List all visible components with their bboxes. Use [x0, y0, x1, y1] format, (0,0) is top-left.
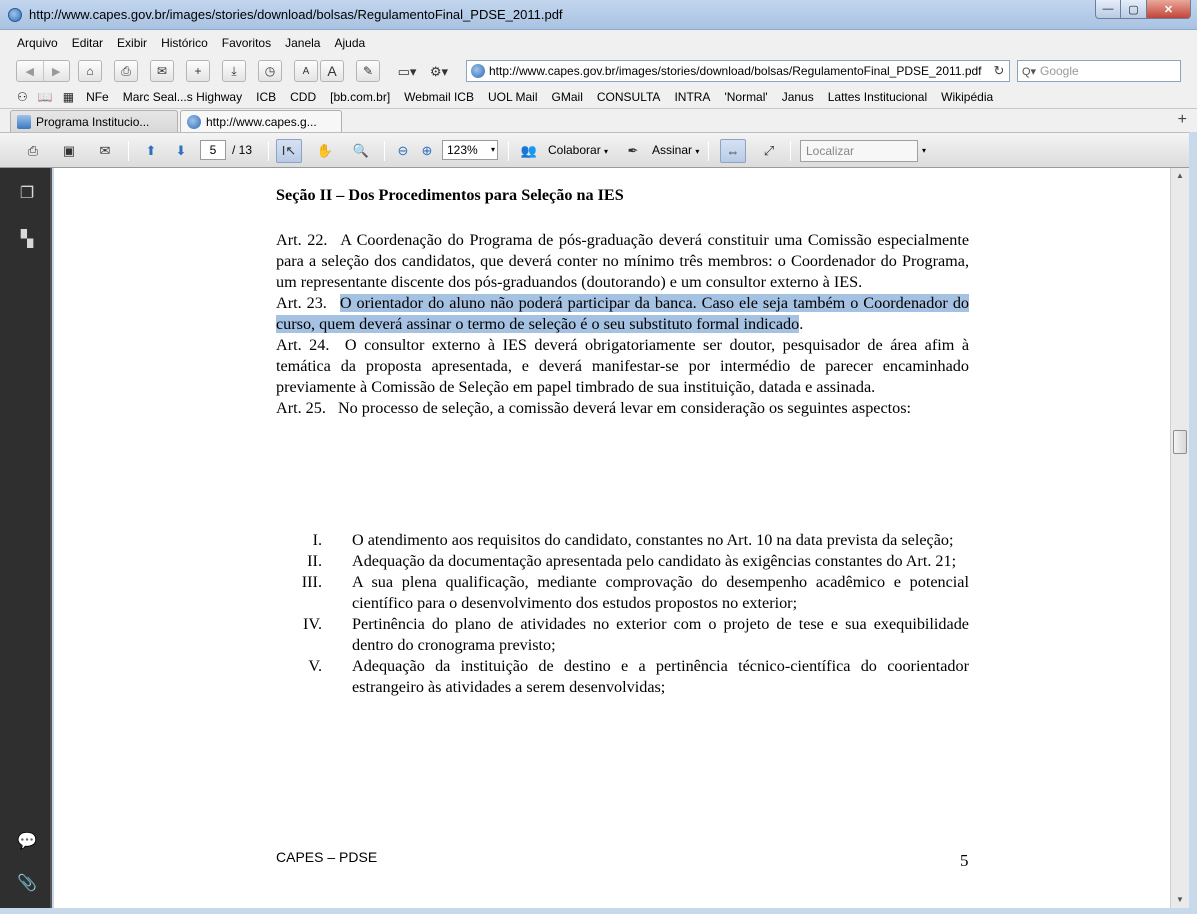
roman-numeral: IV. — [302, 615, 322, 633]
signatures-panel-button[interactable] — [16, 228, 38, 250]
select-tool-button[interactable] — [276, 139, 302, 163]
envelope-icon: ✉ — [156, 64, 168, 78]
window-frame-right — [1189, 132, 1197, 914]
globe-icon — [471, 64, 485, 78]
menu-item-arquivo[interactable]: Arquivo — [17, 36, 58, 50]
bookmark-item[interactable]: 'Normal' — [724, 90, 768, 104]
gear-icon: ⚙▾ — [429, 64, 449, 79]
expand-icon: ⤢ — [763, 143, 775, 158]
tab-programa-institucional[interactable] — [10, 110, 178, 132]
pdf-save-button[interactable] — [56, 139, 82, 163]
article-23 — [276, 293, 969, 335]
tab-label: http://www.capes.g... — [206, 114, 317, 129]
printer-icon: ⎙ — [121, 63, 131, 78]
back-button[interactable]: ◀ — [17, 61, 44, 81]
folder-icon — [17, 115, 31, 129]
magnifier-icon: 🔍 — [352, 143, 370, 158]
chevron-down-icon: ▾ — [695, 147, 700, 156]
letter-a-large-icon: A — [327, 63, 337, 79]
history-button[interactable] — [258, 60, 282, 82]
find-input[interactable]: Localizar — [800, 140, 918, 162]
browser-chrome — [0, 30, 1197, 135]
bookmark-item[interactable]: CDD — [290, 90, 317, 104]
pages-panel-button[interactable] — [16, 182, 38, 204]
minimize-button[interactable]: — — [1095, 0, 1121, 19]
plus-circle-icon: ⊕ — [421, 143, 433, 158]
page-total: / 13 — [232, 143, 253, 157]
text-cursor-icon: I↖ — [281, 143, 297, 158]
paperclip-icon: 📎 — [17, 875, 37, 892]
article-text-end: . — [799, 315, 804, 333]
menu-item-ajuda[interactable]: Ajuda — [334, 36, 366, 50]
zoom-in-button[interactable] — [414, 139, 440, 163]
glasses-icon[interactable]: ⚇ — [17, 90, 28, 104]
page-menu-button[interactable] — [394, 60, 420, 84]
window-frame-bottom — [0, 908, 1197, 914]
settings-menu-button[interactable] — [426, 60, 452, 84]
sign-button[interactable] — [652, 143, 699, 157]
home-button[interactable] — [78, 60, 102, 82]
globe-icon — [187, 115, 201, 129]
attachments-panel-button[interactable] — [16, 872, 38, 894]
speech-bubble-icon: 💬 — [17, 833, 37, 850]
toolbar-separator — [790, 141, 791, 161]
pdf-toolbar — [0, 132, 1197, 168]
close-button[interactable]: ✕ — [1147, 0, 1191, 19]
bookmark-item[interactable]: Janus — [781, 90, 814, 104]
toolbar-separator — [508, 141, 509, 161]
roman-numeral: V. — [308, 657, 322, 675]
page-number-input[interactable]: 5 — [200, 140, 226, 160]
arrow-down-icon: ⬇ — [175, 143, 187, 158]
page-footer-number: 5 — [960, 851, 969, 870]
fit-width-button[interactable] — [720, 139, 746, 163]
vertical-scrollbar[interactable] — [1170, 168, 1189, 908]
maximize-button[interactable]: ▢ — [1121, 0, 1147, 19]
article-text: No processo de seleção, a comissão deverá levar em consideração os seguintes aspectos: — [337, 399, 912, 417]
text-larger-button[interactable] — [320, 60, 344, 82]
tab-bar — [0, 108, 1197, 132]
download-tray-icon: ⤓ — [231, 63, 237, 78]
bookmark-item[interactable]: Webmail ICB — [404, 90, 474, 104]
menu-bar — [0, 30, 1197, 56]
search-placeholder[interactable]: Google — [1040, 64, 1079, 78]
list-item — [276, 572, 969, 614]
floppy-disk-icon: ▣ — [62, 143, 76, 158]
bookmark-item[interactable]: Lattes Institucional — [827, 90, 928, 104]
search-box[interactable] — [1017, 60, 1181, 82]
pdf-email-button[interactable] — [92, 139, 118, 163]
roman-numeral: II. — [307, 552, 322, 570]
sign-label: Assinar — [652, 143, 693, 157]
add-bookmark-button[interactable] — [186, 60, 210, 82]
previous-page-button[interactable] — [138, 139, 164, 163]
zoom-select[interactable] — [442, 140, 498, 160]
url-text[interactable]: http://www.capes.gov.br/images/stories/download/bolsas/RegulamentoFinal_PDSE_2011.pdf — [489, 64, 982, 78]
forward-button[interactable]: ▶ — [52, 65, 61, 78]
marquee-zoom-button[interactable] — [348, 139, 374, 163]
text-smaller-button[interactable] — [294, 60, 318, 82]
bookmark-item[interactable]: Marc Seal...s Highway — [122, 90, 243, 104]
aspects-list — [276, 530, 969, 698]
item-text: A sua plena qualificação, mediante comprovação do desempenho acadêmico e potencial científico para o desenvolvimento dos estudos propostos no exterior; — [352, 573, 969, 612]
people-icon: 👥 — [520, 143, 538, 158]
pen-icon: ✒ — [627, 143, 639, 158]
list-item — [276, 551, 969, 572]
new-tab-button[interactable]: + — [1177, 111, 1187, 128]
window-titlebar — [0, 0, 1197, 30]
printer-icon: ⎙ — [27, 143, 39, 158]
item-text: O atendimento aos requisitos do candidato, constantes no Art. 10 na data prevista da seleção; — [352, 531, 954, 549]
menu-item-histórico[interactable]: Histórico — [161, 36, 208, 50]
collaborate-icon[interactable] — [516, 139, 542, 163]
roman-numeral: III. — [301, 573, 322, 591]
item-text: Pertinência do plano de atividades no exterior com o projeto de tese e sua exequibilidade dentro do cronograma previsto; — [352, 615, 969, 654]
toolbar-separator — [384, 141, 385, 161]
window-controls — [1095, 0, 1191, 20]
plus-icon: + — [194, 64, 202, 78]
bookmark-item[interactable]: NFe — [86, 90, 109, 104]
menu-item-janela[interactable]: Janela — [285, 36, 321, 50]
arrow-up-icon: ⬆ — [145, 143, 157, 158]
page-footer-left: CAPES – PDSE — [276, 849, 378, 865]
binoculars-icon: ▚ — [20, 231, 34, 248]
article-24 — [276, 335, 969, 398]
collaborate-label: Colaborar — [548, 143, 601, 157]
minus-circle-icon: ⊖ — [397, 143, 409, 158]
chevron-down-icon: ▾ — [604, 147, 609, 156]
zoom-out-button[interactable] — [390, 139, 416, 163]
home-icon: ⌂ — [86, 64, 94, 78]
article-text: A Coordenação do Programa de pós-graduação deverá constituir uma Comissão especialmente para a seleção dos candidatos, que deverá conter no mínimo três membros: o Coordenador do Programa, um representante discente dos pós-graduandos (doutorando) e um consultor externo à IES. — [276, 231, 970, 291]
collaborate-button[interactable] — [548, 143, 608, 157]
scroll-up-arrow[interactable]: ▲ — [1176, 171, 1184, 180]
pencil-icon: ✎ — [362, 64, 374, 78]
zoom-value: 123% — [447, 143, 478, 157]
hand-icon: ✋ — [316, 143, 334, 158]
envelope-icon: ✉ — [99, 143, 111, 158]
section-title: Seção II – Dos Procedimentos para Seleção na IES — [276, 186, 624, 204]
window-title: http://www.capes.gov.br/images/stories/download/bolsas/RegulamentoFinal_PDSE_2011.pdf — [29, 7, 563, 22]
globe-icon — [8, 8, 22, 22]
selected-text[interactable]: O orientador do aluno não poderá participar da banca. Caso ele seja também o Coordenador do curso, quem deverá assinar o termo de seleção é o seu substituto formal indicado — [276, 294, 970, 333]
article-text: O consultor externo à IES deverá obrigatoriamente ser doutor, pesquisador de área afim à temática da proposta apresentada, e deverá manifestar-se por intermédio de parecer encaminhado previamente à Comissão de Seleção em papel timbrado de sua instituição, datada e assinada. — [276, 336, 970, 396]
pdf-print-button[interactable] — [20, 139, 46, 163]
downloads-button[interactable] — [222, 60, 246, 82]
menu-item-exibir[interactable]: Exibir — [117, 36, 148, 50]
next-page-button[interactable] — [168, 139, 194, 163]
hand-tool-button[interactable] — [312, 139, 338, 163]
clock-icon: ◷ — [264, 64, 276, 78]
bookmark-item[interactable]: INTRA — [674, 90, 711, 104]
book-icon[interactable]: 📖 — [37, 90, 53, 104]
article-25 — [276, 398, 969, 419]
navigation-toolbar — [0, 56, 1197, 86]
toolbar-separator — [268, 141, 269, 161]
article-number: Art. 24. — [276, 336, 330, 354]
menu-item-favoritos[interactable]: Favoritos — [221, 36, 272, 50]
bookmark-item[interactable]: GMail — [551, 90, 583, 104]
bookmarks-bar — [0, 86, 1197, 108]
mail-button[interactable] — [150, 60, 174, 82]
pdf-navigation-panel — [0, 168, 52, 914]
tab-label: Programa Institucio... — [36, 114, 150, 129]
pdf-document-view[interactable] — [54, 168, 1170, 908]
list-item — [276, 656, 969, 698]
page-icon: ▭▾ — [397, 64, 417, 79]
item-text: Adequação da instituição de destino e a pertinência técnico-científica do coorientador estrangeiro às atividades a serem desenvolvidas; — [352, 657, 969, 696]
sign-icon[interactable] — [620, 139, 646, 163]
articles-block — [276, 230, 969, 419]
comments-panel-button[interactable] — [16, 830, 38, 852]
list-item — [276, 530, 969, 551]
bookmark-item[interactable]: Wikipédia — [941, 90, 994, 104]
print-button[interactable] — [114, 60, 138, 82]
scroll-thumb[interactable] — [1173, 430, 1187, 454]
article-number: Art. 22. — [276, 231, 328, 249]
article-number: Art. 23. — [276, 294, 327, 312]
article-22 — [276, 230, 969, 293]
menu-item-editar[interactable]: Editar — [71, 36, 104, 50]
roman-numeral: I. — [312, 531, 322, 549]
bookmark-item[interactable]: CONSULTA — [596, 90, 661, 104]
bookmark-item[interactable]: ICB — [256, 90, 277, 104]
back-forward-group — [16, 60, 70, 82]
fit-width-icon: ⇔ — [726, 143, 740, 159]
letter-a-small-icon: A — [302, 65, 310, 77]
item-text: Adequação da documentação apresentada pelo candidato às exigências constantes do Art. 21; — [352, 552, 957, 570]
search-engine-icon[interactable]: Q▾ — [1021, 65, 1037, 78]
pages-icon: ❐ — [19, 185, 35, 202]
scroll-down-arrow[interactable]: ▼ — [1176, 895, 1184, 904]
reload-button[interactable]: ↻ — [993, 63, 1005, 78]
toolbar-separator — [128, 141, 129, 161]
bookmark-item[interactable]: [bb.com.br] — [330, 90, 391, 104]
grid-icon[interactable]: ▦ — [62, 90, 75, 104]
bookmark-item[interactable]: UOL Mail — [487, 90, 538, 104]
find-options-dropdown[interactable]: ▾ — [921, 146, 926, 155]
list-item — [276, 614, 969, 656]
tab-capes-pdf[interactable] — [180, 110, 342, 132]
full-screen-button[interactable] — [756, 139, 782, 163]
edit-page-button[interactable] — [356, 60, 380, 82]
address-bar[interactable] — [466, 60, 1010, 82]
chevron-down-icon: ▾ — [490, 145, 495, 154]
toolbar-separator — [708, 141, 709, 161]
article-number: Art. 25. — [276, 399, 326, 417]
